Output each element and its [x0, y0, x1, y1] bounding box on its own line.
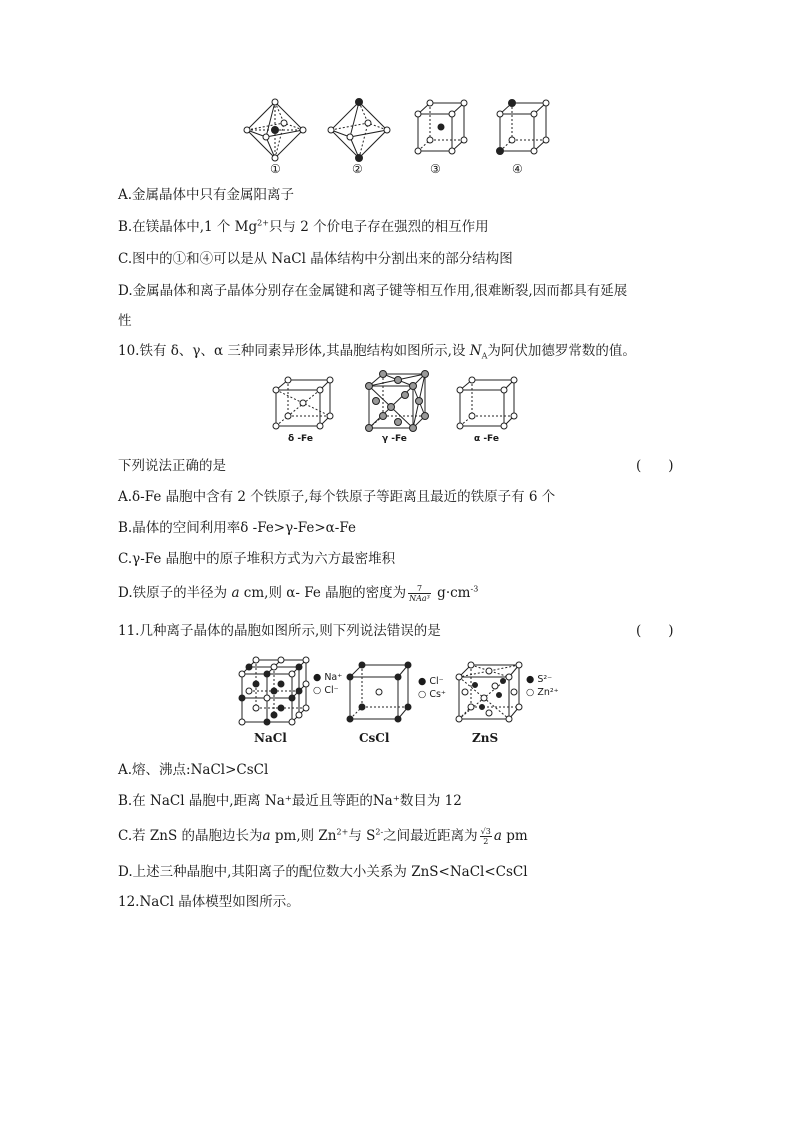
- figure-label-4: ④: [512, 162, 523, 176]
- nacl-legend: ● Na⁺ ○ Cl⁻: [313, 672, 343, 696]
- cscl-legend: ● Cl⁻ ○ Cs⁺: [418, 676, 446, 700]
- q10-ask: 下列说法正确的是: [118, 458, 226, 474]
- figure-label-2: ②: [352, 162, 363, 176]
- q12-stem: 12.NaCl 晶体模型如图所示。: [118, 894, 300, 910]
- q9-option-b: B.在镁晶体中,1 个 $Mg^{2+}$只与 2 个价电子存在强烈的相互作用: [118, 218, 489, 235]
- delta-fe-unit-cell: [272, 376, 334, 430]
- alpha-fe-label: α -Fe: [474, 434, 499, 444]
- density-fraction: $\frac{7}{\text{NAa³}}$: [409, 584, 430, 603]
- q10-answer-blank: ( ): [636, 458, 674, 474]
- figure-label-3: ③: [430, 162, 441, 176]
- cscl-unit-cell: [346, 661, 412, 723]
- cube-figure-3: [414, 99, 468, 155]
- delta-fe-label: δ -Fe: [288, 434, 313, 444]
- zns-legend: ● S²⁻ ○ Zn²⁺: [526, 674, 559, 698]
- figure-label-1: ①: [270, 162, 281, 176]
- gamma-fe-unit-cell: [365, 370, 429, 432]
- zns-unit-cell: [455, 661, 523, 723]
- q10-option-c: C.γ-Fe 晶胞中的原子堆积方式为六方最密堆积: [118, 551, 396, 567]
- q11-option-b: B.在 NaCl 晶胞中,距离 Na⁺最近且等距的Na⁺数目为 12: [118, 793, 462, 809]
- q10-option-a: A.δ-Fe 晶胞中含有 2 个铁原子,每个铁原子等距离且最近的铁原子有 6 个: [118, 489, 556, 505]
- q10-option-d: D.铁原子的半径为 a cm,则 α- Fe 晶胞的密度为 $\frac{7}{\text{NAa³}}$ $g\cdot cm^{-3}$: [118, 584, 479, 603]
- distance-fraction: $\frac{√3}{2}$: [480, 827, 491, 846]
- octahedron-figure-1: [244, 99, 306, 161]
- q11-stem: 11.几种离子晶体的晶胞如图所示,则下列说法错误的是: [118, 623, 441, 639]
- zns-label: ZnS: [472, 731, 499, 745]
- q9-option-a: A.金属晶体中只有金属阳离子: [118, 187, 295, 203]
- alpha-fe-unit-cell: [456, 376, 518, 430]
- q9-option-c: C.图中的①和④可以是从 NaCl 晶体结构中分割出来的部分结构图: [118, 251, 513, 267]
- q11-option-a: A.熔、沸点:NaCl>CsCl: [118, 762, 269, 778]
- q11-option-d: D.上述三种晶胞中,其阳离子的配位数大小关系为 ZnS<NaCl<CsCl: [118, 864, 528, 880]
- q11-option-c: C.若 ZnS 的晶胞边长为a pm,则 $Zn^{2+}$与 $S^{2-}$之间最近距离为 $\frac{√3}{2}$ a pm: [118, 827, 528, 846]
- q10-stem: 10.铁有 δ、γ、α 三种同素异形体,其晶胞结构如图所示,设 $N_A$为阿伏加德罗常数的值。: [118, 343, 636, 361]
- q10-option-b: B.晶体的空间利用率δ -Fe>γ-Fe>α-Fe: [118, 520, 356, 536]
- q9-option-d-cont: 性: [118, 313, 132, 329]
- octahedron-figure-2: [328, 99, 390, 161]
- q9-option-d: D.金属晶体和离子晶体分别存在金属键和离子键等相互作用,很难断裂,因而都具有延展: [118, 283, 628, 299]
- cube-figure-4: [496, 99, 550, 155]
- nacl-unit-cell: [238, 656, 310, 726]
- gamma-fe-label: γ -Fe: [382, 434, 407, 444]
- nacl-label: NaCl: [254, 731, 287, 745]
- cscl-label: CsCl: [359, 731, 390, 745]
- q11-answer-blank: ( ): [636, 623, 674, 639]
